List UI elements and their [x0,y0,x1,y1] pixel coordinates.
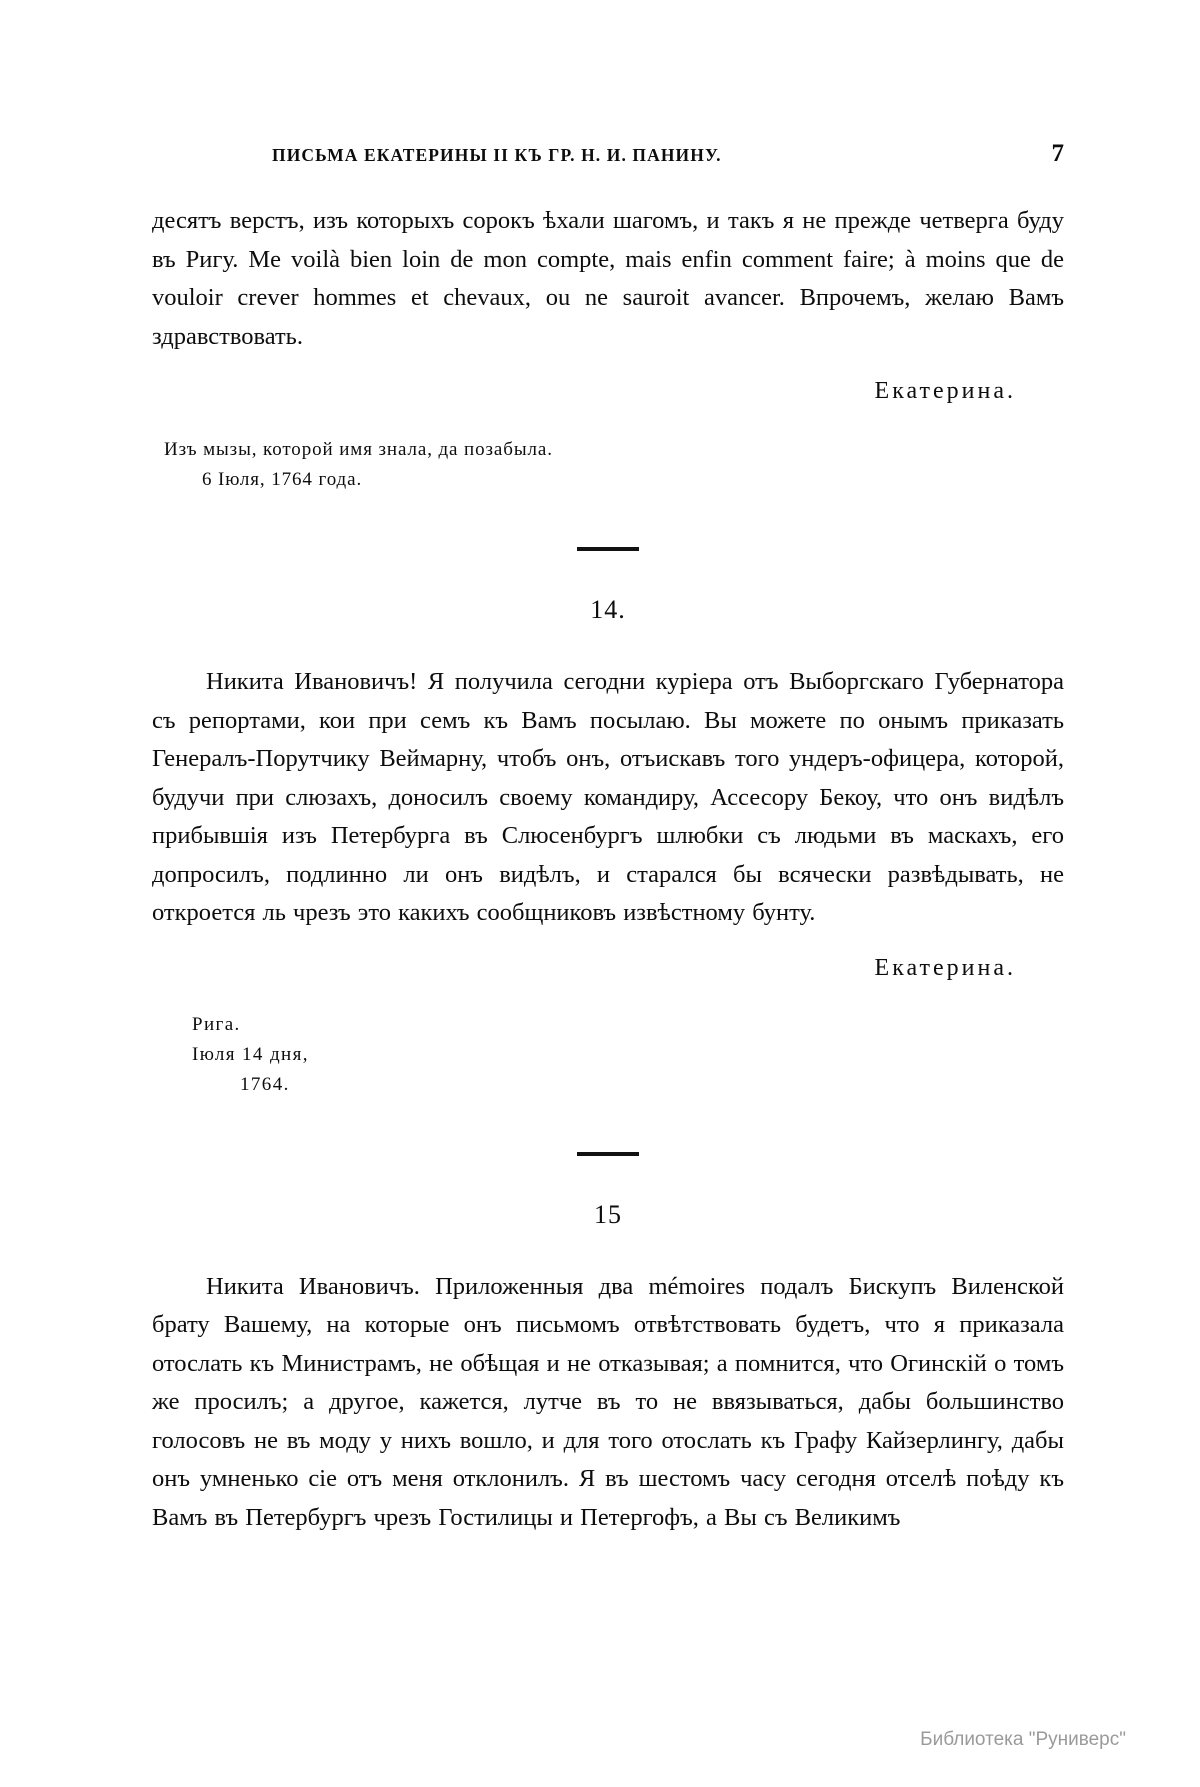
letter-13-dateline [152,435,1064,495]
letter-14-dateline-year: 1764. [240,1073,290,1095]
library-credit: Библиотека "Руниверс" [920,1729,1126,1750]
letter-15-paragraph: Никита Ивановичъ. Приложенныя два mémoires подалъ Бискупъ Виленской брату Вашему, на которые онъ письмомъ отвѣтствовать будетъ, что я приказала отослать къ Министрамъ, не обѣщая и не отказывая; а помнится, что Огинскій о томъ же просилъ; а другое, кажется, лутче въ то не ввязываться, дабы большинство голосовъ не въ моду у нихъ вошло, и для того отослать къ Графу Кайзерлингу, дабы онъ умненько сіе отъ меня отклонилъ. Я въ шестомъ часу сегодня отселѣ поѣду къ Вамъ въ Петербургъ чрезъ Гостилицы и Петергофъ, а Вы съ Великимъ [152,1272,1064,1531]
section-divider-2 [577,1152,639,1156]
letter-14-dateline [152,1010,1064,1100]
page-number: 7 [1051,140,1064,167]
letter-14-number: 14. [590,595,626,624]
letter-14-dateline-date: Іюля 14 дня, [192,1043,309,1065]
letter-14-signature: Екатерина. [874,954,1016,981]
section-divider [577,547,639,551]
letter-13-dateline-date: 6 Іюля, 1764 года. [202,469,363,490]
running-head [152,140,1064,168]
spacer [152,625,1064,663]
letter-13-signature: Екатерина. [874,378,1016,404]
letter-13-dateline-place: Изъ мызы, которой имя знала, да позабыла. [164,439,553,460]
letter-15-number: 15 [594,1199,622,1229]
letter-14-paragraph: Никита Ивановичъ! Я получила сегодни курiера отъ Выборгскаго Губернатора съ репортами, кои при семъ къ Вамъ посылаю. Вы можете по онымъ приказать Генералъ-Порутчику Веймарну, чтобъ онъ, отъискавъ того ундеръ-офицера, которой, будучи при слюзахъ, доносилъ своему командиру, Ассесору Бекоу, что онъ видѣлъ прибывшія изъ Петербурга въ Слюсенбургъ шлюбки съ людьми въ маскахъ, его допросилъ, подлинно ли онъ видѣлъ, и старался бы всячески развѣдывать, не откроется ль чрезъ это какихъ сообщниковъ извѣстному бунту. [152,668,1064,926]
letter-14-dateline-place: Рига. [192,1013,241,1035]
spacer-2 [152,1230,1064,1268]
page-content [152,140,1064,1537]
running-head-title: ПИСЬМА ЕКАТЕРИНЫ II КЪ ГР. Н. И. ПАНИНУ. [272,145,722,165]
letter-13-continuation-paragraph: десятъ верстъ, изъ которыхъ сорокъ ѣхали шагомъ, и такъ я не прежде четверга буду въ Ригу. Me voilà bien loin de mon compte, mais enfin comment faire; à moins que de vouloir crever hommes et chevaux, ou ne sauroit avancer. Впрочемъ, желаю Вамъ здравствовать. [152,207,1064,350]
